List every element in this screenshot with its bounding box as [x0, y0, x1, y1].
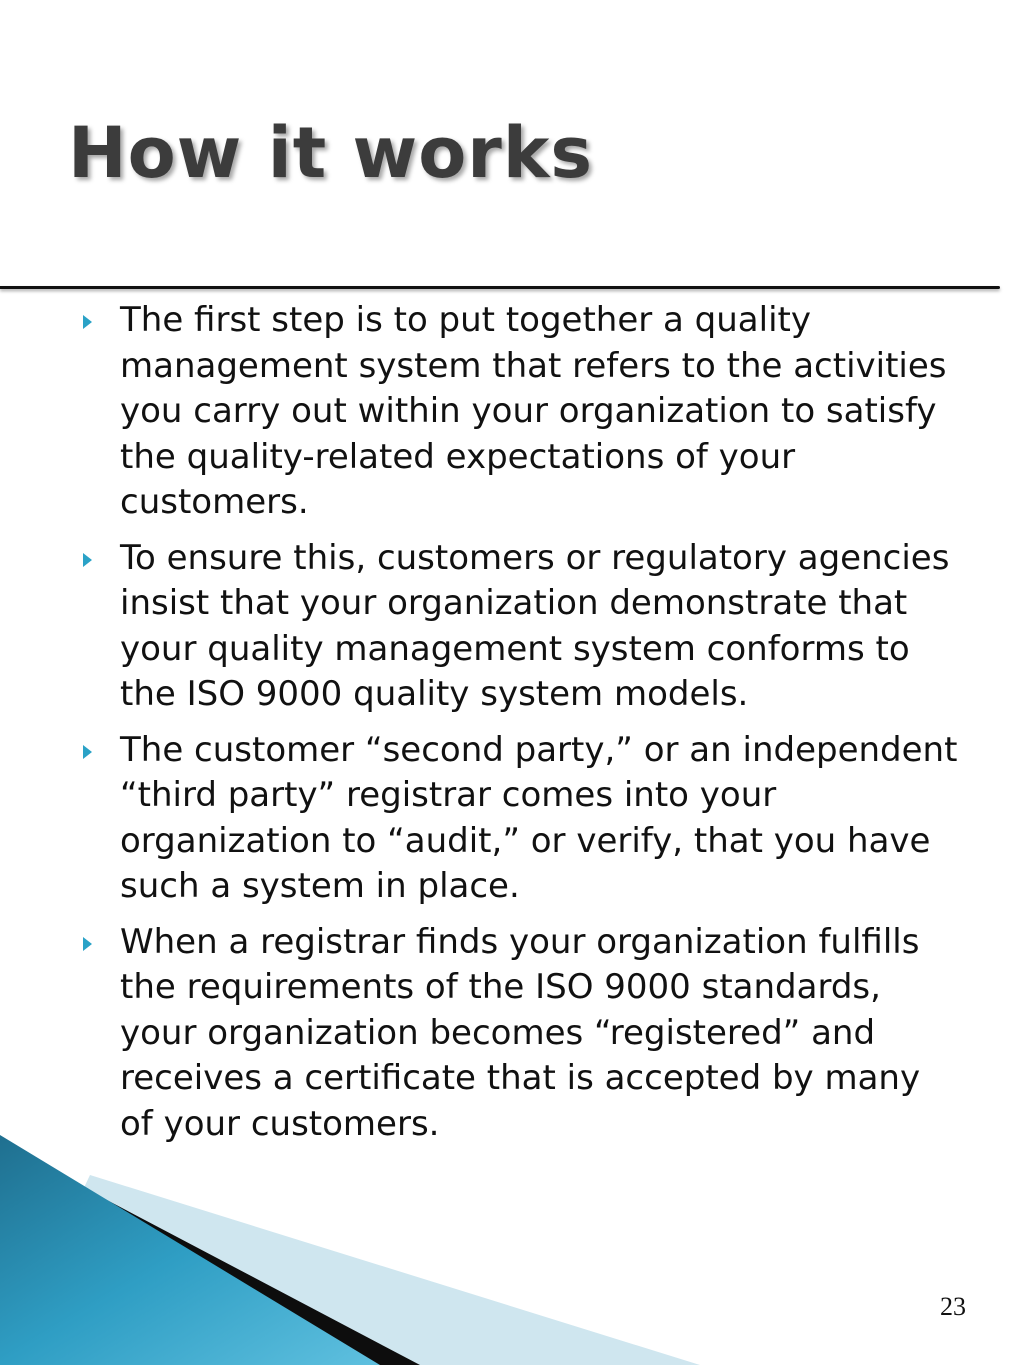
triangle-right-icon — [83, 553, 92, 567]
triangle-right-icon — [83, 745, 92, 759]
bullet-list — [80, 298, 960, 1157]
bullet-item — [80, 298, 960, 526]
corner-decoration — [0, 1135, 700, 1365]
bullet-text: When a registrar finds your organization fulfills the requirements of the ISO 9000 standards, your organization becomes “registered” and receives a certificate that is accepted by many of your customers. — [120, 921, 921, 1144]
bullet-text: To ensure this, customers or regulatory agencies insist that your organization demonstrate that your quality management system conforms to the ISO 9000 quality system models. — [120, 537, 950, 714]
bullet-text: The first step is to put together a quality management system that refers to the activities you carry out within your organization to satisfy the quality-related expectations of your customers. — [120, 300, 947, 522]
page-number: 23 — [940, 1292, 966, 1321]
bullet-item — [80, 728, 960, 910]
title-divider — [0, 286, 1000, 289]
slide-title: How it works — [68, 112, 594, 194]
bullet-item — [80, 920, 960, 1148]
bullet-text: The customer “second party,” or an independent “third party” registrar comes into your organization to “audit,” or verify, that you have such a system in place. — [120, 729, 958, 906]
triangle-right-icon — [83, 315, 92, 329]
triangle-right-icon — [83, 937, 92, 951]
bullet-item — [80, 536, 960, 718]
